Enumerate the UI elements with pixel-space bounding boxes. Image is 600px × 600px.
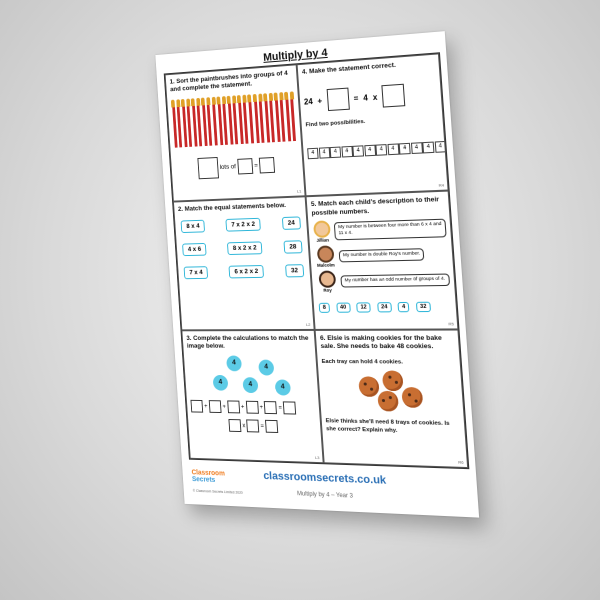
equals-sign: = (260, 423, 265, 430)
multiplication-row (192, 418, 317, 434)
answer-box[interactable] (259, 157, 275, 173)
plus-sign: + (240, 404, 245, 411)
question-4 (297, 53, 449, 196)
page-ref: R6 (458, 459, 464, 465)
statement-tag[interactable]: 4 x 6 (182, 243, 207, 256)
counter-four: 4 (275, 380, 291, 396)
four-cell: 4 (434, 141, 446, 153)
times-sign: x (242, 423, 246, 430)
boy-avatar (318, 270, 336, 287)
child-name: Roy (323, 287, 332, 293)
counter-four: 4 (226, 356, 242, 372)
cookie (377, 391, 399, 412)
q4-equation (303, 82, 437, 113)
question-3-text: 3. Complete the calculations to match the image below. (186, 334, 309, 350)
four-cell: 4 (410, 143, 422, 155)
statement-tag[interactable]: 7 x 2 x 2 (225, 217, 261, 231)
fours-strip (307, 134, 441, 159)
left-column (179, 217, 211, 280)
statement-tag[interactable]: 8 x 2 x 2 (227, 241, 263, 255)
statement-tag[interactable]: 32 (285, 264, 304, 277)
answer-box[interactable] (237, 159, 253, 175)
four-cell: 4 (422, 142, 434, 154)
answer-box[interactable] (382, 84, 406, 108)
counter-four: 4 (258, 360, 274, 376)
speech-bubble: My number has an odd number of groups of 4. (340, 273, 449, 287)
question-5-text: 5. Match each child's description to their possible numbers. (310, 196, 440, 217)
equals-sign: = (254, 162, 259, 170)
girl-avatar (313, 220, 331, 238)
statement-tag[interactable]: 6 x 2 x 2 (228, 265, 264, 278)
number-tag[interactable]: 24 (377, 302, 392, 312)
speech-bubble: My number is double Roy's number. (339, 248, 425, 262)
question-3 (181, 330, 323, 464)
footer-url[interactable]: classroomsecrets.co.uk (262, 470, 387, 487)
statement-tag[interactable]: 24 (282, 216, 301, 229)
cookie (401, 387, 423, 408)
number-tag[interactable]: 4 (398, 302, 410, 312)
answer-box[interactable] (246, 420, 259, 433)
cookies-image (322, 368, 459, 415)
paintbrushes (171, 92, 297, 148)
answer-box[interactable] (197, 157, 219, 179)
child-name: Jillian (316, 237, 330, 243)
cookie (358, 377, 379, 398)
plus-sign: + (259, 405, 264, 412)
plus-sign: + (222, 404, 227, 411)
number-tag[interactable]: 12 (356, 302, 371, 312)
cookie (382, 371, 404, 392)
question-grid (164, 52, 470, 469)
number-tag[interactable]: 40 (336, 302, 351, 312)
children-list (312, 216, 450, 292)
claim-text: Elsie thinks she'll need 8 trays of cookies. Is she correct? Explain why. (325, 418, 450, 434)
find-two-text: Find two possibilities. (305, 119, 366, 129)
answer-box[interactable] (264, 401, 277, 414)
plus-sign: + (204, 404, 208, 411)
question-2 (173, 197, 315, 330)
statement-tag[interactable]: 28 (283, 240, 302, 253)
statement-tag[interactable]: 7 x 4 (184, 266, 209, 279)
child-row (315, 268, 450, 293)
number-tag[interactable]: 8 (319, 303, 331, 313)
four-cell: 4 (318, 148, 330, 160)
four-cell: 4 (352, 146, 364, 158)
q1-statement (175, 153, 299, 181)
equals-sign: = (278, 405, 283, 412)
four-cell: 4 (364, 145, 376, 157)
page-ref: L1 (296, 188, 302, 194)
child-name: Malcolm (316, 262, 335, 268)
four-cell: 4 (307, 148, 318, 160)
match-columns (179, 214, 307, 281)
speech-bubble: My number is between four more than 6 x 4 and 11 x 4. (334, 218, 447, 240)
question-2-text: 2. Match the equal statements below. (177, 202, 287, 214)
answer-box[interactable] (265, 420, 278, 433)
classroom-secrets-logo: Classroom Secrets (191, 469, 226, 484)
footer-subtitle: Multiply by 4 – Year 3 (296, 491, 354, 500)
four-cell: 4 (341, 146, 353, 158)
question-1-text: 1. Sort the paintbrushes into groups of 4 and complete the statement. (169, 69, 288, 94)
worksheet (155, 31, 479, 517)
question-4-text: 4. Make the statement correct. (301, 61, 397, 76)
boy-avatar (316, 245, 334, 262)
four-number: 4 (362, 93, 369, 103)
four-cell: 4 (375, 145, 387, 157)
answer-box[interactable] (283, 402, 296, 415)
worksheet-title: Multiply by 4 (262, 46, 328, 64)
page-ref: R4 (438, 182, 445, 189)
child-row (312, 216, 447, 242)
statement-tag[interactable]: 8 x 4 (181, 219, 206, 232)
four-cell: 4 (387, 144, 399, 156)
plus-sign: + (317, 96, 323, 106)
page-ref: R5 (448, 320, 454, 327)
counter-four: 4 (213, 375, 229, 391)
right-column (280, 214, 307, 279)
four-cell: 4 (399, 143, 411, 155)
times-sign: x (372, 92, 378, 102)
answer-box[interactable] (228, 419, 241, 432)
question-6 (315, 329, 469, 468)
equals-sign: = (353, 93, 359, 104)
question-6-text: 6. Elsie is making cookies for the bake sale. She needs to bake 48 cookies. (319, 334, 443, 351)
child-row (314, 242, 449, 267)
answer-box[interactable] (326, 88, 349, 111)
answer-box[interactable] (209, 400, 222, 413)
number-tag[interactable]: 32 (416, 301, 431, 311)
counters-image (187, 354, 314, 398)
number-options (317, 294, 452, 314)
counter-four: 4 (242, 377, 258, 393)
tray-text: Each tray can hold 4 cookies. (321, 359, 404, 366)
page-ref: L2 (305, 321, 311, 327)
page-ref: L3 (314, 454, 320, 461)
answer-box[interactable] (191, 400, 204, 413)
question-5 (306, 191, 459, 330)
question-1 (165, 64, 306, 202)
addition-row (191, 400, 316, 415)
lhs-number: 24 (303, 96, 313, 107)
lots-of-label: lots of (219, 164, 237, 172)
copyright-text: © Classroom Secrets Limited 2020 (192, 488, 243, 495)
middle-column (223, 215, 266, 280)
answer-box[interactable] (227, 401, 240, 414)
four-cell: 4 (330, 147, 342, 159)
answer-box[interactable] (245, 401, 258, 414)
